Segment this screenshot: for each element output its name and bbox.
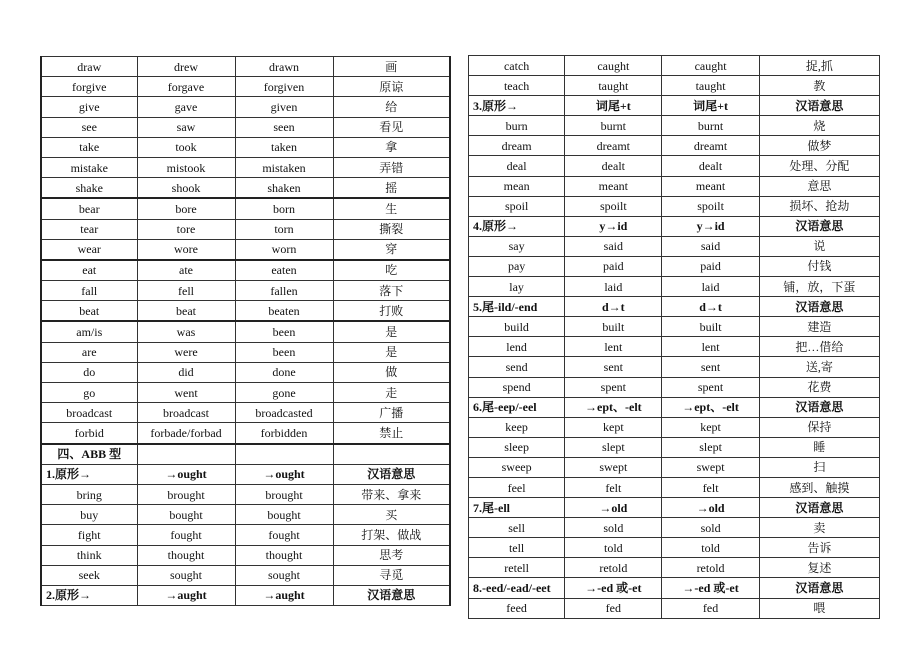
group-header-row [469, 397, 880, 417]
past-tense-cell: fought [137, 525, 235, 545]
section-title-row [41, 444, 450, 465]
base-form-cell: beat [41, 301, 137, 322]
meaning-cell: 走 [333, 383, 450, 403]
table-row [41, 57, 450, 77]
past-participle-cell: sent [662, 357, 759, 377]
table-row [469, 437, 880, 457]
group-header-cell: 汉语意思 [759, 216, 879, 236]
base-form-cell: bring [41, 484, 137, 504]
base-form-cell: mean [469, 176, 565, 196]
base-form-cell: lay [469, 277, 565, 297]
table-row [469, 457, 880, 477]
past-tense-cell: lent [565, 337, 662, 357]
table-row [41, 565, 450, 585]
meaning-cell: 打架、做战 [333, 525, 450, 545]
base-form-cell: sweep [469, 457, 565, 477]
group-header-cell: →ought [235, 464, 333, 484]
past-participle-cell: drawn [235, 57, 333, 77]
table-row [41, 239, 450, 260]
table-row [41, 178, 450, 199]
meaning-cell: 铺，放，下蛋 [759, 277, 879, 297]
table-row [469, 317, 880, 337]
past-tense-cell: told [565, 538, 662, 558]
past-participle-cell: been [235, 321, 333, 342]
base-form-cell: teach [469, 76, 565, 96]
table-row [41, 301, 450, 322]
table-row [469, 176, 880, 196]
table-row [41, 362, 450, 382]
table-row [469, 598, 880, 618]
group-header-row [469, 578, 880, 598]
past-tense-cell: brought [137, 484, 235, 504]
group-header-cell: 汉语意思 [759, 397, 879, 417]
past-tense-cell: laid [565, 277, 662, 297]
meaning-cell: 喂 [759, 598, 879, 618]
base-form-cell: catch [469, 56, 565, 76]
base-form-cell: forgive [41, 77, 137, 97]
past-participle-cell: worn [235, 239, 333, 260]
past-participle-cell: burnt [662, 116, 759, 136]
meaning-cell: 是 [333, 342, 450, 362]
base-form-cell: do [41, 362, 137, 382]
table-row [41, 423, 450, 444]
past-tense-cell: kept [565, 417, 662, 437]
base-form-cell: sleep [469, 437, 565, 457]
table-row [41, 97, 450, 117]
past-participle-cell: lent [662, 337, 759, 357]
meaning-cell: 复述 [759, 558, 879, 578]
base-form-cell: broadcast [41, 403, 137, 423]
past-participle-cell: spoilt [662, 196, 759, 216]
group-header-cell: →aught [137, 585, 235, 605]
past-participle-cell: laid [662, 277, 759, 297]
base-form-cell: give [41, 97, 137, 117]
past-participle-cell: slept [662, 437, 759, 457]
group-header-cell: 词尾+t [662, 96, 759, 116]
past-participle-cell: felt [662, 477, 759, 497]
base-form-cell: buy [41, 505, 137, 525]
group-header-cell: →-ed 或-et [662, 578, 759, 598]
base-form-cell: draw [41, 57, 137, 77]
base-form-cell: fall [41, 281, 137, 301]
meaning-cell: 拿 [333, 137, 450, 157]
past-tense-cell: ate [137, 260, 235, 281]
meaning-cell: 穿 [333, 239, 450, 260]
past-participle-cell: said [662, 236, 759, 256]
table-row [469, 256, 880, 276]
base-form-cell: burn [469, 116, 565, 136]
meaning-cell: 保持 [759, 417, 879, 437]
past-participle-cell: fallen [235, 281, 333, 301]
past-participle-cell: bought [235, 505, 333, 525]
meaning-cell: 损坏、抢劫 [759, 196, 879, 216]
group-header-cell: 汉语意思 [759, 297, 879, 317]
base-form-cell: say [469, 236, 565, 256]
table-row [41, 117, 450, 137]
meaning-cell: 打败 [333, 301, 450, 322]
empty-cell [333, 444, 450, 465]
meaning-cell: 是 [333, 321, 450, 342]
group-header-row [41, 464, 450, 484]
base-form-cell: feed [469, 598, 565, 618]
past-tense-cell: built [565, 317, 662, 337]
section-title: 四、ABB 型 [41, 444, 137, 465]
group-header-cell: 汉语意思 [759, 498, 879, 518]
group-header-row [469, 498, 880, 518]
meaning-cell: 做梦 [759, 136, 879, 156]
past-tense-cell: forbade/forbad [137, 423, 235, 444]
table-row [469, 156, 880, 176]
past-participle-cell: mistaken [235, 157, 333, 177]
past-participle-cell: taught [662, 76, 759, 96]
base-form-cell: seek [41, 565, 137, 585]
group-header-row [469, 297, 880, 317]
past-participle-cell: done [235, 362, 333, 382]
table-row [469, 337, 880, 357]
meaning-cell: 意思 [759, 176, 879, 196]
base-form-cell: spoil [469, 196, 565, 216]
table-row [41, 219, 450, 239]
group-header-cell: →ept、-elt [662, 397, 759, 417]
meaning-cell: 原谅 [333, 77, 450, 97]
past-tense-cell: dealt [565, 156, 662, 176]
table-row [469, 196, 880, 216]
base-form-cell: fight [41, 525, 137, 545]
group-header-cell: →old [565, 498, 662, 518]
group-header-cell: 7.尾-ell [469, 498, 565, 518]
past-tense-cell: sought [137, 565, 235, 585]
past-tense-cell: forgave [137, 77, 235, 97]
past-participle-cell: born [235, 198, 333, 219]
table-row [41, 525, 450, 545]
past-tense-cell: caught [565, 56, 662, 76]
past-tense-cell: took [137, 137, 235, 157]
meaning-cell: 弄错 [333, 157, 450, 177]
group-header-cell: 3.原形→ [469, 96, 565, 116]
group-header-cell: 词尾+t [565, 96, 662, 116]
past-tense-cell: shook [137, 178, 235, 199]
past-participle-cell: spent [662, 377, 759, 397]
table-row [41, 545, 450, 565]
past-participle-cell: told [662, 538, 759, 558]
past-participle-cell: forbidden [235, 423, 333, 444]
base-form-cell: sell [469, 518, 565, 538]
base-form-cell: retell [469, 558, 565, 578]
past-tense-cell: burnt [565, 116, 662, 136]
base-form-cell: am/is [41, 321, 137, 342]
past-participle-cell: swept [662, 457, 759, 477]
past-tense-cell: felt [565, 477, 662, 497]
past-participle-cell: eaten [235, 260, 333, 281]
empty-cell [137, 444, 235, 465]
meaning-cell: 做 [333, 362, 450, 382]
meaning-cell: 送,寄 [759, 357, 879, 377]
past-tense-cell: taught [565, 76, 662, 96]
meaning-cell: 烧 [759, 116, 879, 136]
table-row [41, 157, 450, 177]
meaning-cell: 感到、触摸 [759, 477, 879, 497]
meaning-cell: 带来、拿来 [333, 484, 450, 504]
past-participle-cell: fed [662, 598, 759, 618]
past-tense-cell: tore [137, 219, 235, 239]
past-tense-cell: retold [565, 558, 662, 578]
past-participle-cell: taken [235, 137, 333, 157]
past-tense-cell: drew [137, 57, 235, 77]
past-participle-cell: been [235, 342, 333, 362]
meaning-cell: 处理、分配 [759, 156, 879, 176]
past-participle-cell: torn [235, 219, 333, 239]
table-row [41, 77, 450, 97]
group-header-cell: 5.尾-ild/-end [469, 297, 565, 317]
meaning-cell: 说 [759, 236, 879, 256]
table-row [469, 518, 880, 538]
past-participle-cell: sought [235, 565, 333, 585]
table-row [41, 260, 450, 281]
past-participle-cell: kept [662, 417, 759, 437]
table-row [469, 76, 880, 96]
past-participle-cell: retold [662, 558, 759, 578]
past-tense-cell: gave [137, 97, 235, 117]
table-row [41, 342, 450, 362]
table-row [469, 116, 880, 136]
base-form-cell: lend [469, 337, 565, 357]
table-row [469, 56, 880, 76]
past-participle-cell: fought [235, 525, 333, 545]
past-tense-cell: sold [565, 518, 662, 538]
group-header-cell: 汉语意思 [759, 578, 879, 598]
base-form-cell: spend [469, 377, 565, 397]
meaning-cell: 教 [759, 76, 879, 96]
base-form-cell: feel [469, 477, 565, 497]
base-form-cell: are [41, 342, 137, 362]
meaning-cell: 给 [333, 97, 450, 117]
meaning-cell: 摇 [333, 178, 450, 199]
table-row [469, 277, 880, 297]
past-participle-cell: sold [662, 518, 759, 538]
base-form-cell: tell [469, 538, 565, 558]
group-header-cell: →-ed 或-et [565, 578, 662, 598]
base-form-cell: pay [469, 256, 565, 276]
group-header-cell: →old [662, 498, 759, 518]
meaning-cell: 付钱 [759, 256, 879, 276]
base-form-cell: eat [41, 260, 137, 281]
table-row [469, 477, 880, 497]
meaning-cell: 吃 [333, 260, 450, 281]
base-form-cell: forbid [41, 423, 137, 444]
past-participle-cell: meant [662, 176, 759, 196]
meaning-cell: 卖 [759, 518, 879, 538]
meaning-cell: 落下 [333, 281, 450, 301]
past-participle-cell: built [662, 317, 759, 337]
table-row [41, 281, 450, 301]
past-participle-cell: seen [235, 117, 333, 137]
meaning-cell: 买 [333, 505, 450, 525]
group-header-cell: →ept、-elt [565, 397, 662, 417]
group-header-row [469, 216, 880, 236]
past-tense-cell: thought [137, 545, 235, 565]
base-form-cell: wear [41, 239, 137, 260]
group-header-cell: d→t [565, 297, 662, 317]
empty-cell [235, 444, 333, 465]
base-form-cell: send [469, 357, 565, 377]
past-participle-cell: beaten [235, 301, 333, 322]
base-form-cell: think [41, 545, 137, 565]
past-tense-cell: fed [565, 598, 662, 618]
base-form-cell: dream [469, 136, 565, 156]
meaning-cell: 寻觅 [333, 565, 450, 585]
past-tense-cell: meant [565, 176, 662, 196]
past-tense-cell: dreamt [565, 136, 662, 156]
meaning-cell: 告诉 [759, 538, 879, 558]
past-tense-cell: was [137, 321, 235, 342]
past-tense-cell: bought [137, 505, 235, 525]
meaning-cell: 生 [333, 198, 450, 219]
table-row [41, 505, 450, 525]
past-tense-cell: mistook [137, 157, 235, 177]
table-row [469, 417, 880, 437]
base-form-cell: bear [41, 198, 137, 219]
meaning-cell: 思考 [333, 545, 450, 565]
past-tense-cell: were [137, 342, 235, 362]
right-verb-table [468, 55, 880, 619]
table-row [41, 403, 450, 423]
group-header-cell: 汉语意思 [759, 96, 879, 116]
past-tense-cell: swept [565, 457, 662, 477]
table-row [41, 383, 450, 403]
base-form-cell: see [41, 117, 137, 137]
table-row [469, 136, 880, 156]
past-participle-cell: dealt [662, 156, 759, 176]
past-tense-cell: sent [565, 357, 662, 377]
group-header-cell: d→t [662, 297, 759, 317]
past-tense-cell: spoilt [565, 196, 662, 216]
base-form-cell: build [469, 317, 565, 337]
past-tense-cell: said [565, 236, 662, 256]
past-participle-cell: given [235, 97, 333, 117]
meaning-cell: 扫 [759, 457, 879, 477]
past-participle-cell: shaken [235, 178, 333, 199]
meaning-cell: 花费 [759, 377, 879, 397]
base-form-cell: tear [41, 219, 137, 239]
past-participle-cell: caught [662, 56, 759, 76]
group-header-cell: →ought [137, 464, 235, 484]
group-header-cell: y→id [565, 216, 662, 236]
table-row [469, 377, 880, 397]
past-tense-cell: saw [137, 117, 235, 137]
base-form-cell: keep [469, 417, 565, 437]
group-header-cell: 6.尾-eep/-eel [469, 397, 565, 417]
group-header-cell: 4.原形→ [469, 216, 565, 236]
past-tense-cell: broadcast [137, 403, 235, 423]
group-header-row [469, 96, 880, 116]
past-tense-cell: bore [137, 198, 235, 219]
base-form-cell: go [41, 383, 137, 403]
table-row [41, 198, 450, 219]
group-header-cell: 2.原形→ [41, 585, 137, 605]
group-header-cell: →aught [235, 585, 333, 605]
base-form-cell: mistake [41, 157, 137, 177]
base-form-cell: deal [469, 156, 565, 176]
table-row [41, 484, 450, 504]
past-tense-cell: paid [565, 256, 662, 276]
group-header-cell: 1.原形→ [41, 464, 137, 484]
group-header-cell: y→id [662, 216, 759, 236]
past-tense-cell: did [137, 362, 235, 382]
past-participle-cell: paid [662, 256, 759, 276]
past-participle-cell: brought [235, 484, 333, 504]
table-row [469, 236, 880, 256]
past-tense-cell: beat [137, 301, 235, 322]
meaning-cell: 广播 [333, 403, 450, 423]
group-header-cell: 8.-eed/-ead/-eet [469, 578, 565, 598]
past-participle-cell: gone [235, 383, 333, 403]
past-tense-cell: spent [565, 377, 662, 397]
meaning-cell: 睡 [759, 437, 879, 457]
meaning-cell: 建造 [759, 317, 879, 337]
left-verb-table [40, 56, 451, 606]
past-tense-cell: went [137, 383, 235, 403]
meaning-cell: 禁止 [333, 423, 450, 444]
table-row [41, 321, 450, 342]
group-header-row [41, 585, 450, 605]
meaning-cell: 看见 [333, 117, 450, 137]
base-form-cell: shake [41, 178, 137, 199]
past-tense-cell: fell [137, 281, 235, 301]
past-participle-cell: thought [235, 545, 333, 565]
group-header-cell: 汉语意思 [333, 585, 450, 605]
meaning-cell: 画 [333, 57, 450, 77]
table-row [41, 137, 450, 157]
group-header-cell: 汉语意思 [333, 464, 450, 484]
table-row [469, 357, 880, 377]
past-participle-cell: dreamt [662, 136, 759, 156]
table-row [469, 558, 880, 578]
meaning-cell: 捉,抓 [759, 56, 879, 76]
meaning-cell: 把…借给 [759, 337, 879, 357]
meaning-cell: 撕裂 [333, 219, 450, 239]
past-participle-cell: broadcasted [235, 403, 333, 423]
past-tense-cell: wore [137, 239, 235, 260]
base-form-cell: take [41, 137, 137, 157]
past-participle-cell: forgiven [235, 77, 333, 97]
table-row [469, 538, 880, 558]
past-tense-cell: slept [565, 437, 662, 457]
